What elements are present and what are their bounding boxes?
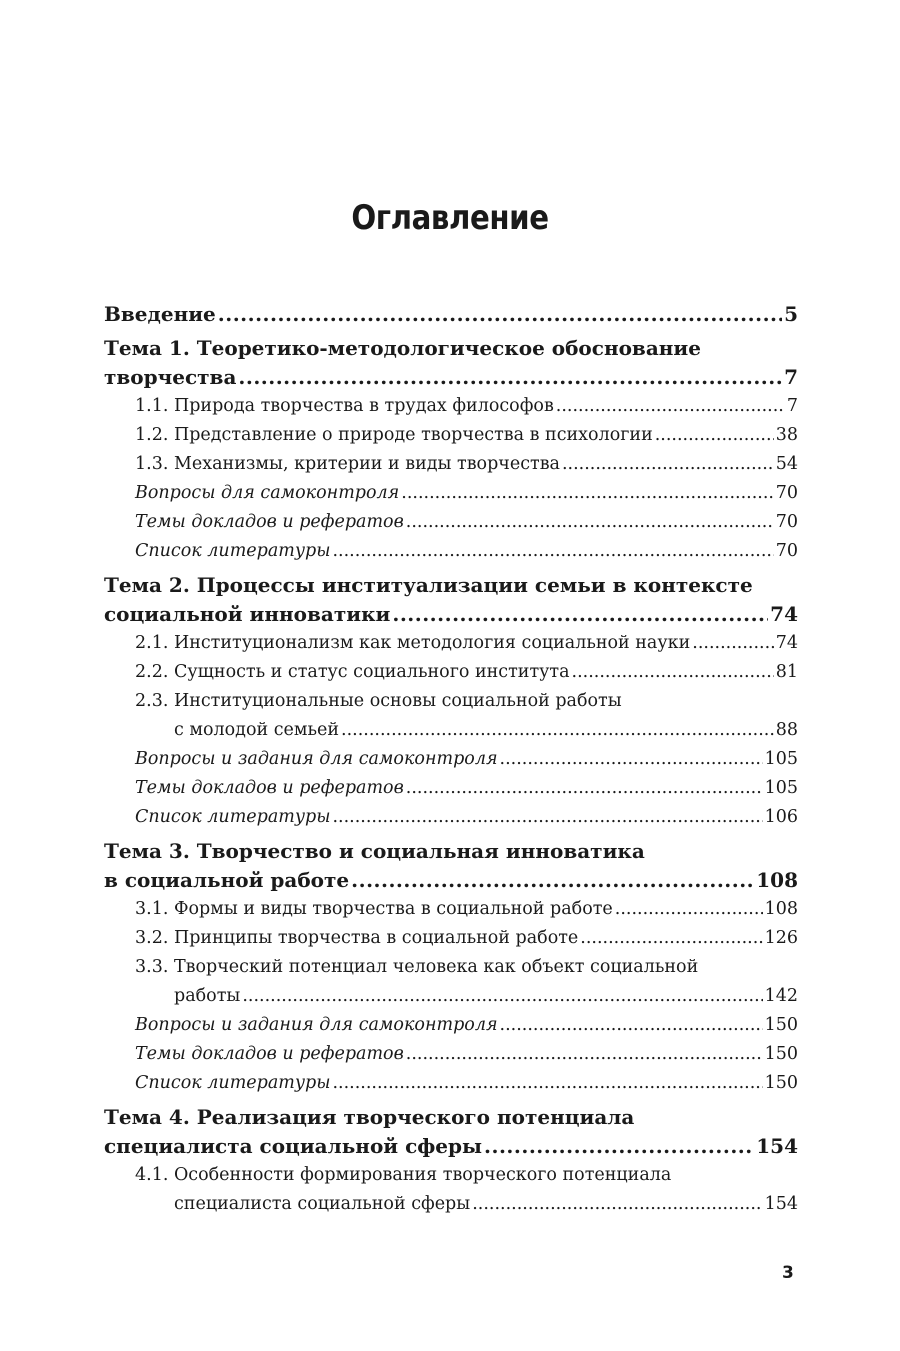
toc-item-page: 38 xyxy=(775,425,798,445)
toc-item-page: 126 xyxy=(764,928,798,948)
toc-chapter-title: Тема 2. Процессы институализации семьи в контексте xyxy=(104,573,753,597)
dot-leader xyxy=(406,508,774,537)
toc-item[interactable] xyxy=(104,687,798,745)
toc-chapter-page: 108 xyxy=(756,868,798,892)
toc-chapter-1[interactable] xyxy=(104,334,798,392)
toc-item-page: 54 xyxy=(775,454,798,474)
toc-item[interactable] xyxy=(104,924,798,953)
toc-item-title-cont: специалиста социальной сферы xyxy=(174,1194,471,1214)
toc-item-title: 1.2. Представление о природе творчества в психологии xyxy=(135,425,653,445)
toc-item-title: 2.1. Институционализм как методология социальной науки xyxy=(135,633,691,653)
toc-item-title: Список литературы xyxy=(135,1073,331,1093)
toc-item-title: 2.3. Институциональные основы социальной работы xyxy=(135,691,622,711)
toc-item[interactable] xyxy=(104,774,798,803)
toc-item-title: 3.1. Формы и виды творчества в социальной работе xyxy=(135,899,613,919)
dot-leader xyxy=(332,803,762,832)
dot-leader xyxy=(242,982,762,1011)
toc-item-title: Темы докладов и рефератов xyxy=(135,778,404,798)
dot-leader xyxy=(580,924,762,953)
toc-item-title: 2.2. Сущность и статус социального института xyxy=(135,662,570,682)
toc-chapter-title-cont: творчества xyxy=(104,365,237,389)
toc-item-page: 74 xyxy=(775,633,798,653)
toc-chapter-4[interactable] xyxy=(104,1103,798,1161)
toc-item-title: Список литературы xyxy=(135,541,331,561)
dot-leader xyxy=(556,392,785,421)
toc-item-page: 108 xyxy=(764,899,798,919)
toc-item-page: 70 xyxy=(775,483,798,503)
toc-item-title: Вопросы для самоконтроля xyxy=(135,483,400,503)
toc-chapter-2[interactable] xyxy=(104,571,798,629)
toc-item-page: 142 xyxy=(764,986,798,1006)
toc-item-title: Вопросы и задания для самоконтроля xyxy=(135,1015,498,1035)
toc-item[interactable] xyxy=(104,803,798,832)
toc-item[interactable] xyxy=(104,450,798,479)
toc-item-page: 154 xyxy=(764,1194,798,1214)
toc-entry-page: 5 xyxy=(784,302,798,326)
toc-item-title: 1.3. Механизмы, критерии и виды творчества xyxy=(135,454,560,474)
dot-leader xyxy=(692,629,773,658)
toc-item-page: 7 xyxy=(786,396,798,416)
toc-item-title: 3.3. Творческий потенциал человека как объект социальной xyxy=(135,957,699,977)
toc-item-page: 81 xyxy=(775,662,798,682)
table-of-contents xyxy=(104,300,798,1219)
toc-item-title: Темы докладов и рефератов xyxy=(135,512,404,532)
toc-chapter-title-cont: в социальной работе xyxy=(104,868,350,892)
toc-item-title: 4.1. Особенности формирования творческого потенциала xyxy=(135,1165,672,1185)
dot-leader xyxy=(341,716,774,745)
toc-item-page: 150 xyxy=(764,1015,798,1035)
dot-leader xyxy=(472,1190,762,1219)
toc-item[interactable] xyxy=(104,629,798,658)
toc-item[interactable] xyxy=(104,658,798,687)
toc-item[interactable] xyxy=(104,1040,798,1069)
toc-item-page: 70 xyxy=(775,512,798,532)
toc-item[interactable] xyxy=(104,1161,798,1219)
dot-leader xyxy=(615,895,763,924)
dot-leader xyxy=(218,300,782,329)
toc-item[interactable] xyxy=(104,745,798,774)
toc-item-page: 105 xyxy=(764,778,798,798)
toc-item-title: Вопросы и задания для самоконтроля xyxy=(135,749,498,769)
toc-chapter-page: 74 xyxy=(770,602,798,626)
toc-chapter-page: 7 xyxy=(784,365,798,389)
toc-item-page: 88 xyxy=(775,720,798,740)
toc-item[interactable] xyxy=(104,392,798,421)
toc-chapter-page: 154 xyxy=(756,1134,798,1158)
toc-chapter-3[interactable] xyxy=(104,837,798,895)
toc-item[interactable] xyxy=(104,953,798,1011)
toc-chapter-title: Тема 3. Творчество и социальная инноватика xyxy=(104,839,645,863)
toc-item[interactable] xyxy=(104,1011,798,1040)
dot-leader xyxy=(332,1069,762,1098)
toc-item[interactable] xyxy=(104,479,798,508)
toc-chapter-title: Тема 4. Реализация творческого потенциала xyxy=(104,1105,635,1129)
dot-leader xyxy=(655,421,774,450)
toc-item-page: 150 xyxy=(764,1044,798,1064)
toc-item-title: 1.1. Природа творчества в трудах философов xyxy=(135,396,554,416)
toc-item-page: 106 xyxy=(764,807,798,827)
toc-item[interactable] xyxy=(104,895,798,924)
toc-item[interactable] xyxy=(104,1069,798,1098)
toc-entry-title: Введение xyxy=(104,302,216,326)
dot-leader xyxy=(484,1132,754,1161)
toc-item-page: 150 xyxy=(764,1073,798,1093)
toc-item-page: 105 xyxy=(764,749,798,769)
toc-item-title: 3.2. Принципы творчества в социальной работе xyxy=(135,928,579,948)
dot-leader xyxy=(392,600,768,629)
dot-leader xyxy=(238,363,782,392)
toc-item[interactable] xyxy=(104,508,798,537)
toc-item-title-cont: с молодой семьей xyxy=(174,720,340,740)
toc-item-title: Темы докладов и рефератов xyxy=(135,1044,404,1064)
dot-leader xyxy=(572,658,774,687)
toc-item[interactable] xyxy=(104,537,798,566)
dot-leader xyxy=(351,866,754,895)
dot-leader xyxy=(406,774,763,803)
dot-leader xyxy=(332,537,773,566)
toc-item-title-cont: работы xyxy=(174,986,241,1006)
dot-leader xyxy=(401,479,773,508)
toc-chapter-title-cont: специалиста социальной сферы xyxy=(104,1134,483,1158)
dot-leader xyxy=(500,1011,763,1040)
dot-leader xyxy=(406,1040,763,1069)
toc-item-page: 70 xyxy=(775,541,798,561)
toc-chapter-title: Тема 1. Теоретико-методологическое обоснование xyxy=(104,336,701,360)
toc-chapter-title-cont: социальной инноватики xyxy=(104,602,391,626)
page-number: 3 xyxy=(782,1263,794,1283)
toc-item[interactable] xyxy=(104,421,798,450)
toc-entry-intro[interactable] xyxy=(104,300,798,329)
toc-item-title: Список литературы xyxy=(135,807,331,827)
dot-leader xyxy=(562,450,774,479)
dot-leader xyxy=(500,745,763,774)
page-title: Оглавление xyxy=(351,198,549,238)
